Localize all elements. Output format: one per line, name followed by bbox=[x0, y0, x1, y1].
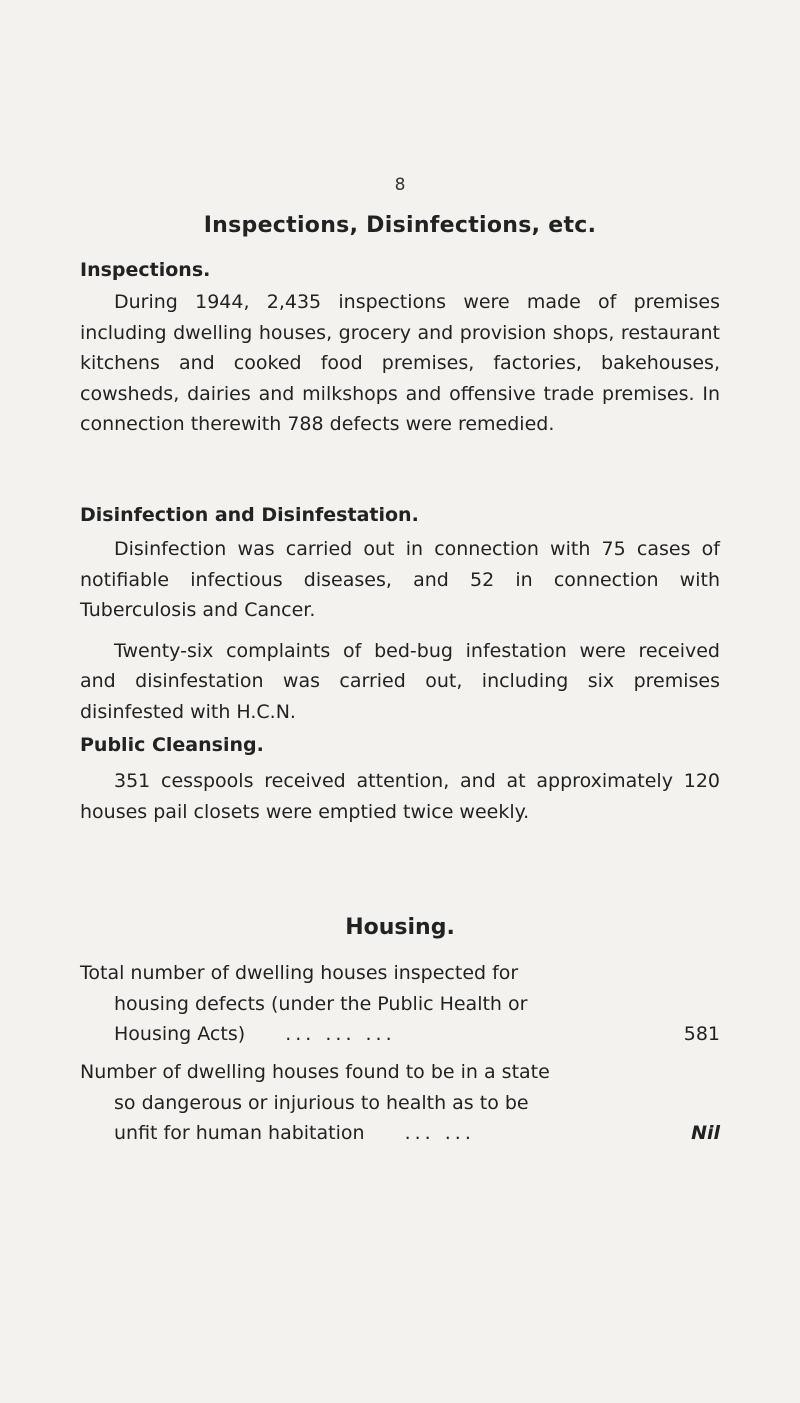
housing-item-line: so dangerous or injurious to health as to be bbox=[114, 1091, 529, 1114]
section-public-cleansing bbox=[80, 730, 720, 827]
housing-item-inspected bbox=[80, 958, 720, 1050]
inspections-paragraph: During 1944, 2,435 inspections were made of premises including dwelling houses, grocery and provision shops, restaurant kitchens and cooked food premises, factories, bakehouses, cowsheds, dairies and milkshops and offensive trade premises. In connection therewith 788 defects were remedied. bbox=[80, 291, 720, 435]
section-heading-disinfection: Disinfection and Disinfestation. bbox=[80, 504, 419, 526]
housing-value-unfit: Nil bbox=[691, 1122, 720, 1144]
page-title: Inspections, Disinfections, etc. bbox=[203, 213, 597, 238]
housing-title: Housing. bbox=[345, 915, 455, 940]
housing-item-line: unfit for human habitation bbox=[114, 1122, 365, 1144]
dot-leader: ... ... bbox=[404, 1122, 475, 1144]
section-inspections bbox=[80, 255, 720, 440]
cleansing-paragraph: 351 cesspools received attention, and at approximately 120 houses pail closets were emptied twice weekly. bbox=[80, 770, 720, 823]
disinfection-paragraph-2: Twenty-six complaints of bed-bug infestation were received and disinfestation was carried out, including six premises disinfested with H.C.N. bbox=[80, 639, 720, 723]
disinfection-paragraph-1: Disinfection was carried out in connection with 75 cases of notifiable infectious diseases, and 52 in connection with Tuberculosis and Cancer. bbox=[80, 538, 720, 621]
housing-item-line: Number of dwelling houses found to be in a state bbox=[80, 1061, 550, 1083]
housing-item-unfit bbox=[80, 1057, 720, 1149]
housing-item-line: Housing Acts) bbox=[114, 1023, 246, 1045]
section-disinfection bbox=[80, 500, 720, 727]
housing-value-inspected: 581 bbox=[683, 1023, 720, 1045]
dot-leader: ... ... ... bbox=[285, 1023, 396, 1045]
housing-item-value-line bbox=[80, 1019, 720, 1050]
housing-item-value-line bbox=[80, 1118, 720, 1149]
section-heading-inspections: Inspections. bbox=[80, 259, 211, 281]
housing-item-line: Total number of dwelling houses inspected for bbox=[80, 962, 519, 984]
page-number: 8 bbox=[394, 175, 406, 195]
section-heading-cleansing: Public Cleansing. bbox=[80, 734, 264, 756]
housing-item-line: housing defects (under the Public Health or bbox=[114, 992, 528, 1015]
